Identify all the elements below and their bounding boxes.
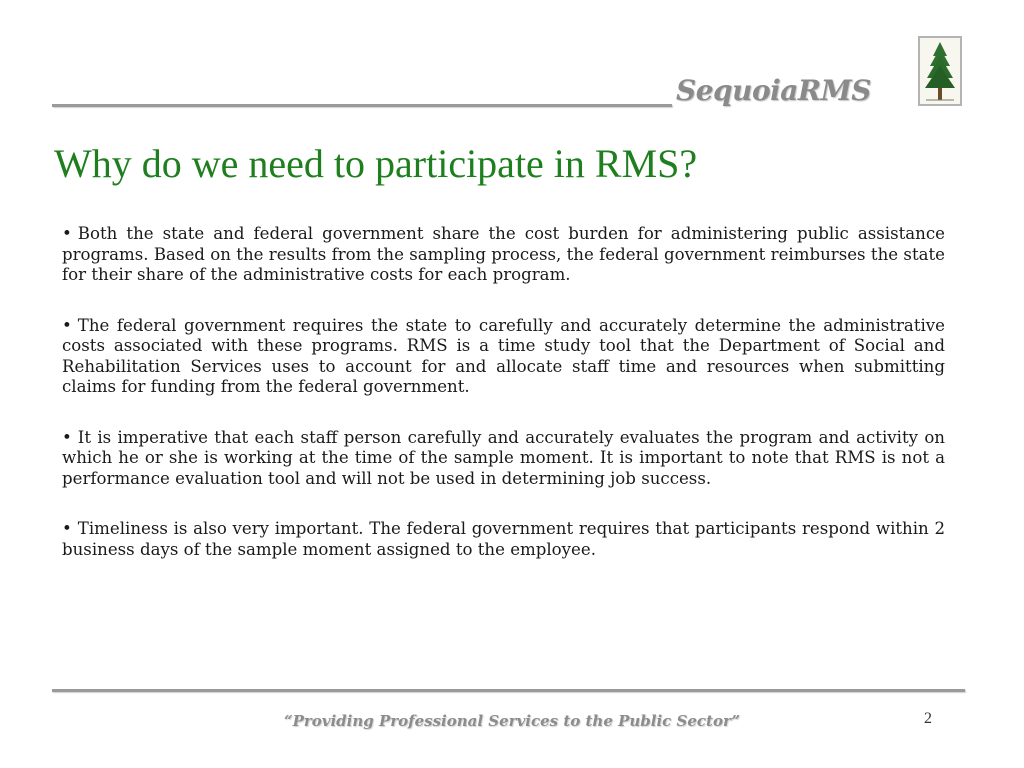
- bullet-text: Both the state and federal government share the cost burden for administering public assistance programs. Based on the results from the sampling process, the federal government reimburses the state for their share of the administrative costs for each program.: [62, 224, 945, 284]
- bullet-item: [62, 224, 945, 286]
- footer-tagline: “Providing Professional Services to the Public Sector”: [283, 712, 741, 730]
- bullet-item: [62, 519, 945, 560]
- bullet-marker: •: [62, 224, 72, 243]
- bullet-marker: •: [62, 427, 72, 447]
- bullet-marker: •: [62, 519, 72, 538]
- bullet-text: It is imperative that each staff person carefully and accurately evaluates the program and activity on which he or she is working at the time of the sample moment. It is important to note that RMS is not a performance evaluation tool and will not be used in determining job success.: [62, 427, 945, 488]
- sequoia-logo: [918, 36, 962, 106]
- bullet-item: [62, 428, 945, 490]
- page-number: 2: [924, 710, 932, 727]
- bullet-text: The federal government requires the state to carefully and accurately determine the administrative costs associated with these programs. RMS is a time study tool that the Department of Social and Rehabilitation Services uses to account for and allocate staff time and resources when submitting claims for funding from the federal government.: [62, 315, 945, 396]
- header-rule: [52, 104, 672, 107]
- bullet-marker: •: [62, 315, 72, 335]
- footer-rule: [52, 689, 965, 692]
- sequoia-tree-icon: [920, 38, 960, 104]
- bullet-list: [62, 224, 945, 590]
- brand-name: SequoiaRMS: [676, 74, 871, 107]
- bullet-text: Timeliness is also very important. The federal government requires that participants respond within 2 business days of the sample moment assigned to the employee.: [62, 519, 945, 559]
- slide-title: Why do we need to participate in RMS?: [54, 141, 698, 186]
- bullet-item: [62, 316, 945, 398]
